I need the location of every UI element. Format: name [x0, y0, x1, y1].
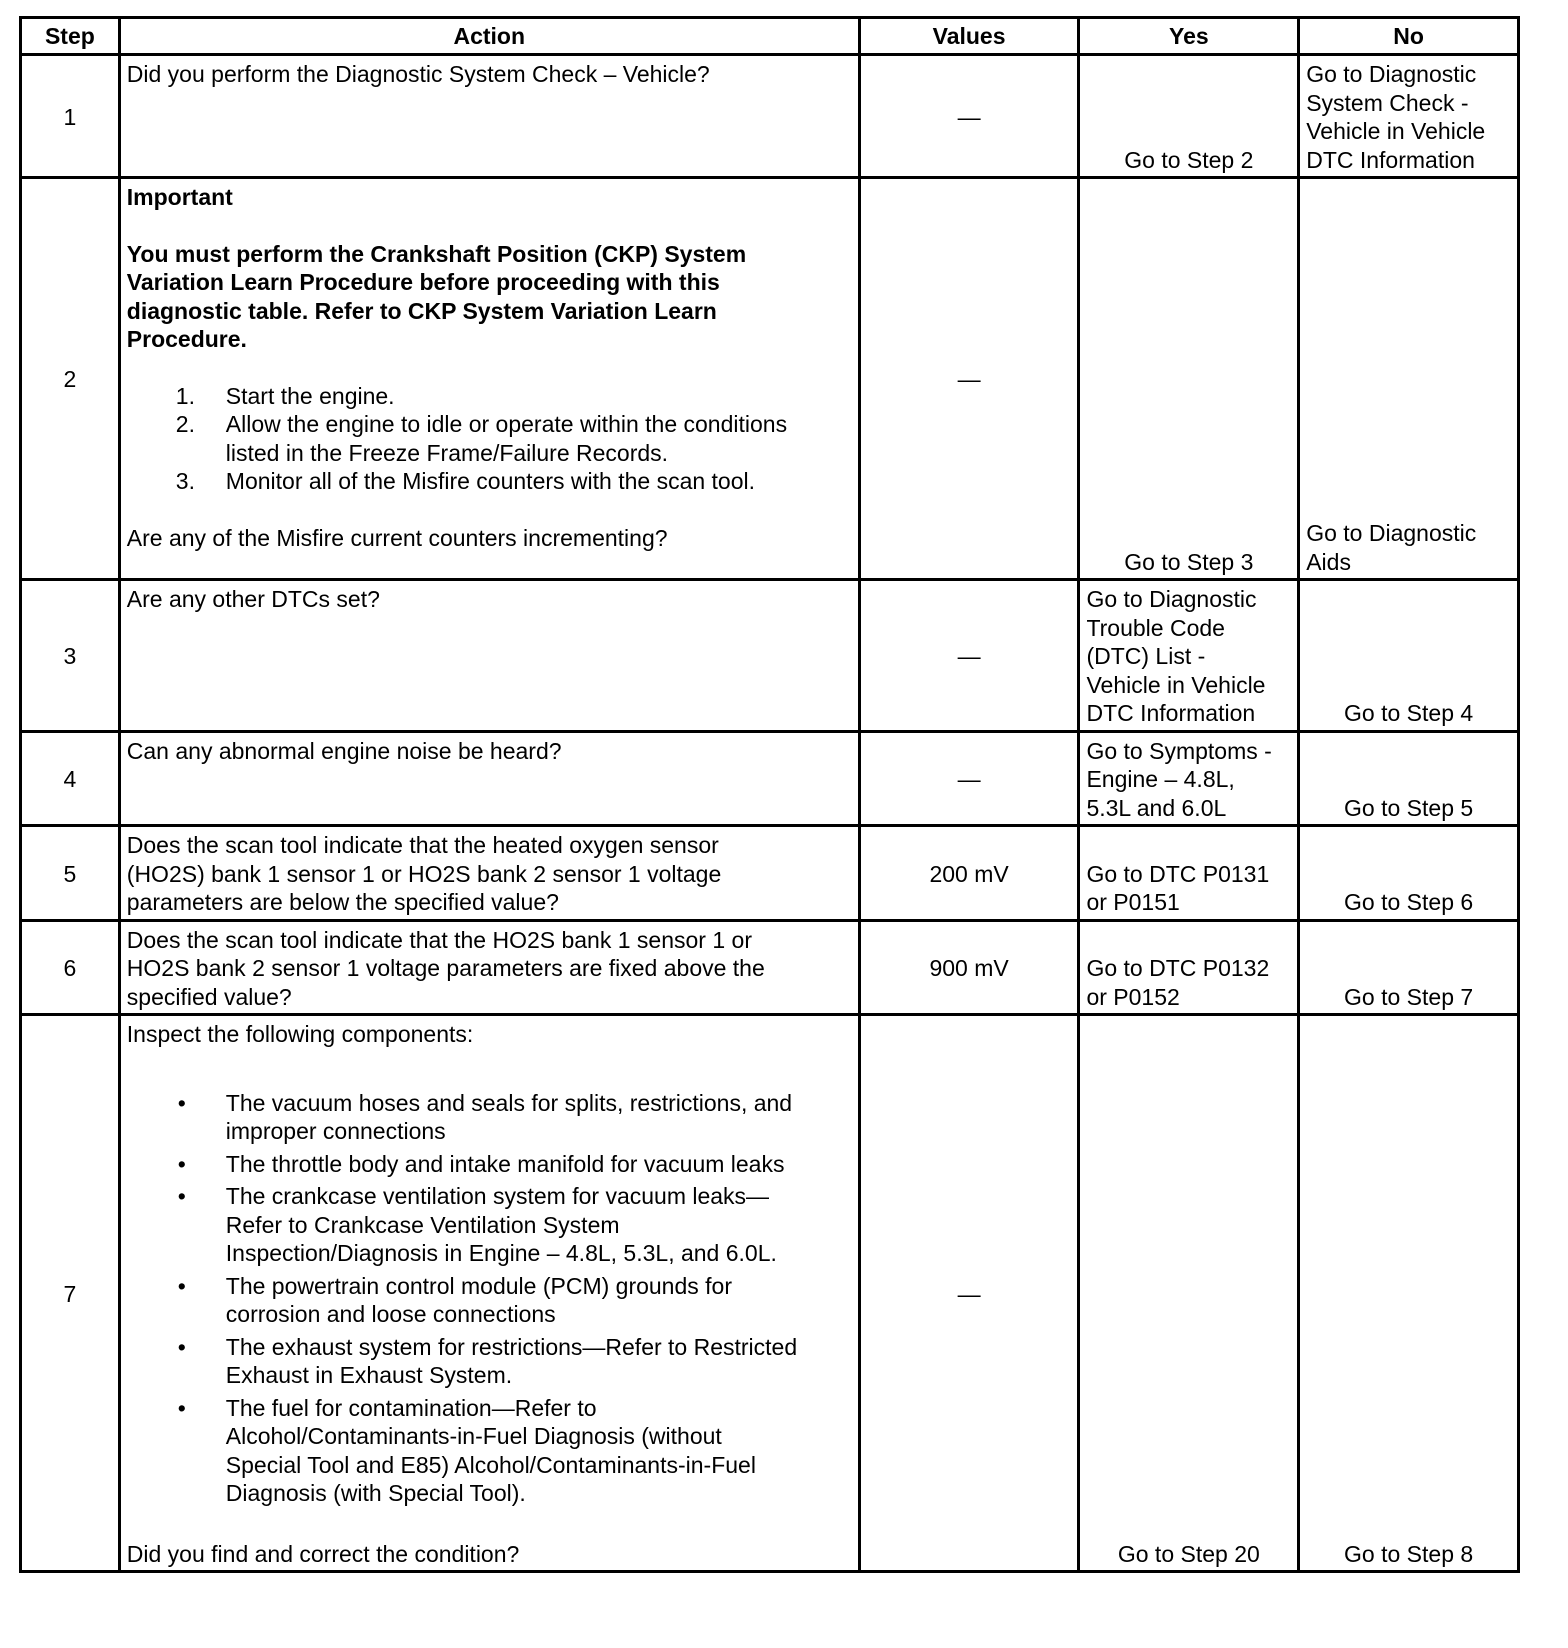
bullet-icon: •	[177, 1089, 186, 1116]
table-row-step-1	[21, 55, 1519, 178]
important-label: Important	[126, 184, 233, 210]
important-line: Procedure.	[126, 326, 247, 352]
table-row-step-6	[21, 920, 1519, 1015]
no-line: Go to Diagnostic	[1306, 520, 1477, 546]
table-row-step-2	[21, 178, 1519, 580]
bullet-line: corrosion and loose connections	[225, 1301, 556, 1327]
bullet-line: The fuel for contamination—Refer to	[225, 1394, 597, 1421]
yes-cell[interactable]	[1079, 826, 1299, 921]
action-line: Does the scan tool indicate that the heated oxygen sensor	[126, 832, 719, 858]
step-number: 5	[21, 826, 120, 921]
question-text: Did you find and correct the condition?	[126, 1540, 520, 1567]
bullet-line: The crankcase ventilation system for vacuum leaks—	[225, 1183, 770, 1209]
yes-line: or P0152	[1086, 983, 1180, 1010]
yes-line: Go to DTC P0131	[1086, 860, 1270, 887]
value-cell: —	[859, 1015, 1079, 1572]
procedure-number: 2.	[175, 411, 195, 437]
inspection-list	[127, 1089, 852, 1508]
bullet-line: The powertrain control module (PCM) grounds for	[225, 1272, 732, 1299]
yes-line: Trouble Code	[1086, 614, 1225, 641]
no-cell[interactable]: Go to Step 6	[1299, 826, 1519, 921]
no-line: Go to Diagnostic	[1306, 61, 1477, 87]
value-cell: —	[859, 580, 1079, 732]
yes-cell[interactable]: Go to Step 3	[1079, 178, 1299, 580]
bullet-icon: •	[177, 1394, 186, 1421]
bullet-line: Exhaust in Exhaust System.	[225, 1362, 513, 1388]
important-line: diagnostic table. Refer to CKP System Variation Learn	[126, 297, 717, 324]
yes-line: Go to DTC P0132	[1086, 955, 1270, 981]
yes-line: 5.3L and 6.0L	[1086, 794, 1227, 821]
list-item	[127, 1394, 852, 1508]
table-row-step-3	[21, 580, 1519, 732]
action-cell	[119, 826, 859, 921]
important-text	[127, 240, 852, 354]
step-number: 3	[21, 580, 120, 732]
yes-line: DTC Information	[1086, 700, 1256, 726]
step-number: 2	[21, 178, 120, 580]
action-line: specified value?	[126, 983, 292, 1010]
bullet-line: Special Tool and E85) Alcohol/Contaminants-in-Fuel	[225, 1451, 756, 1478]
header-step: Step	[21, 18, 120, 55]
yes-line: Go to Diagnostic	[1086, 586, 1257, 612]
no-line: DTC Information	[1306, 146, 1475, 173]
action-line: parameters are below the specified value?	[126, 889, 559, 915]
yes-cell[interactable]	[1079, 920, 1299, 1015]
procedure-line: Start the engine.	[225, 382, 395, 409]
action-cell	[119, 920, 859, 1015]
list-item	[127, 1272, 852, 1329]
table-row-step-7	[21, 1015, 1519, 1572]
bullet-icon: •	[177, 1272, 186, 1299]
action-text: Did you perform the Diagnostic System Check – Vehicle?	[126, 61, 710, 87]
procedure-line: listed in the Freeze Frame/Failure Records.	[225, 439, 669, 466]
header-no: No	[1299, 18, 1519, 55]
yes-line: Vehicle in Vehicle	[1086, 671, 1266, 698]
step-number: 1	[21, 55, 120, 178]
yes-line: Go to Symptoms -	[1086, 737, 1272, 764]
procedure-number: 3.	[175, 468, 195, 494]
yes-cell[interactable]: Go to Step 2	[1079, 55, 1299, 178]
procedure-item	[127, 467, 852, 496]
table-row-step-4	[21, 731, 1519, 826]
list-item	[127, 1150, 852, 1179]
no-cell[interactable]: Go to Step 5	[1299, 731, 1519, 826]
no-cell[interactable]: Go to Step 4	[1299, 580, 1519, 732]
procedure-line: Monitor all of the Misfire counters with the scan tool.	[225, 468, 756, 494]
diagnostic-table	[19, 16, 1520, 1573]
bullet-line: Alcohol/Contaminants-in-Fuel Diagnosis (without	[225, 1423, 722, 1449]
yes-line: Engine – 4.8L,	[1086, 766, 1235, 792]
action-cell	[119, 178, 859, 580]
no-line: System Check -	[1306, 89, 1469, 116]
bullet-line: The exhaust system for restrictions—Refer to Restricted	[225, 1333, 798, 1360]
yes-cell[interactable]	[1079, 580, 1299, 732]
header-action: Action	[119, 18, 859, 55]
bullet-line: Refer to Crankcase Ventilation System	[225, 1211, 620, 1238]
value-cell: —	[859, 178, 1079, 580]
bullet-icon: •	[177, 1183, 186, 1209]
action-text: Can any abnormal engine noise be heard?	[126, 737, 562, 764]
step-number: 6	[21, 920, 120, 1015]
yes-line: (DTC) List -	[1086, 643, 1206, 669]
action-line: HO2S bank 2 sensor 1 voltage parameters are fixed above the	[126, 955, 765, 981]
procedure-list	[127, 382, 852, 496]
value-cell: —	[859, 55, 1079, 178]
bullet-line: Inspection/Diagnosis in Engine – 4.8L, 5.3L, and 6.0L.	[225, 1240, 777, 1266]
bullet-line: Diagnosis (with Special Tool).	[225, 1480, 526, 1506]
procedure-item	[127, 382, 852, 411]
yes-cell[interactable]: Go to Step 20	[1079, 1015, 1299, 1572]
bullet-line: The vacuum hoses and seals for splits, restrictions, and	[225, 1089, 793, 1116]
important-line: You must perform the Crankshaft Position (CKP) System	[126, 240, 747, 267]
bullet-line: The throttle body and intake manifold for vacuum leaks	[225, 1150, 785, 1177]
procedure-item	[127, 410, 852, 467]
intro-text: Inspect the following components:	[126, 1021, 474, 1047]
procedure-number: 1.	[175, 382, 195, 409]
action-cell	[119, 1015, 859, 1572]
no-cell[interactable]	[1299, 55, 1519, 178]
important-line: Variation Learn Procedure before proceeding with this	[126, 269, 720, 295]
no-cell[interactable]: Go to Step 8	[1299, 1015, 1519, 1572]
table-row-step-5	[21, 826, 1519, 921]
list-item	[127, 1333, 852, 1390]
action-line: (HO2S) bank 1 sensor 1 or HO2S bank 2 sensor 1 voltage	[126, 860, 722, 887]
value-cell: 900 mV	[859, 920, 1079, 1015]
no-cell[interactable]: Go to Step 7	[1299, 920, 1519, 1015]
list-item	[127, 1182, 852, 1268]
header-yes: Yes	[1079, 18, 1299, 55]
yes-cell[interactable]	[1079, 731, 1299, 826]
header-values: Values	[859, 18, 1079, 55]
value-cell: 200 mV	[859, 826, 1079, 921]
bullet-icon: •	[177, 1150, 186, 1177]
procedure-line: Allow the engine to idle or operate within the conditions	[225, 411, 788, 437]
no-line: Aids	[1306, 548, 1351, 575]
question-text: Are any of the Misfire current counters incrementing?	[126, 524, 668, 551]
action-text: Are any other DTCs set?	[126, 586, 380, 612]
list-item	[127, 1089, 852, 1146]
action-cell	[119, 580, 859, 732]
value-cell: —	[859, 731, 1079, 826]
bullet-line: improper connections	[225, 1118, 446, 1144]
step-number: 4	[21, 731, 120, 826]
action-cell	[119, 55, 859, 178]
no-cell[interactable]	[1299, 178, 1519, 580]
action-cell	[119, 731, 859, 826]
header-row	[21, 18, 1519, 55]
step-number: 7	[21, 1015, 120, 1572]
bullet-icon: •	[177, 1333, 186, 1360]
action-line: Does the scan tool indicate that the HO2S bank 1 sensor 1 or	[126, 926, 752, 953]
no-line: Vehicle in Vehicle	[1306, 118, 1486, 144]
yes-line: or P0151	[1086, 889, 1180, 915]
